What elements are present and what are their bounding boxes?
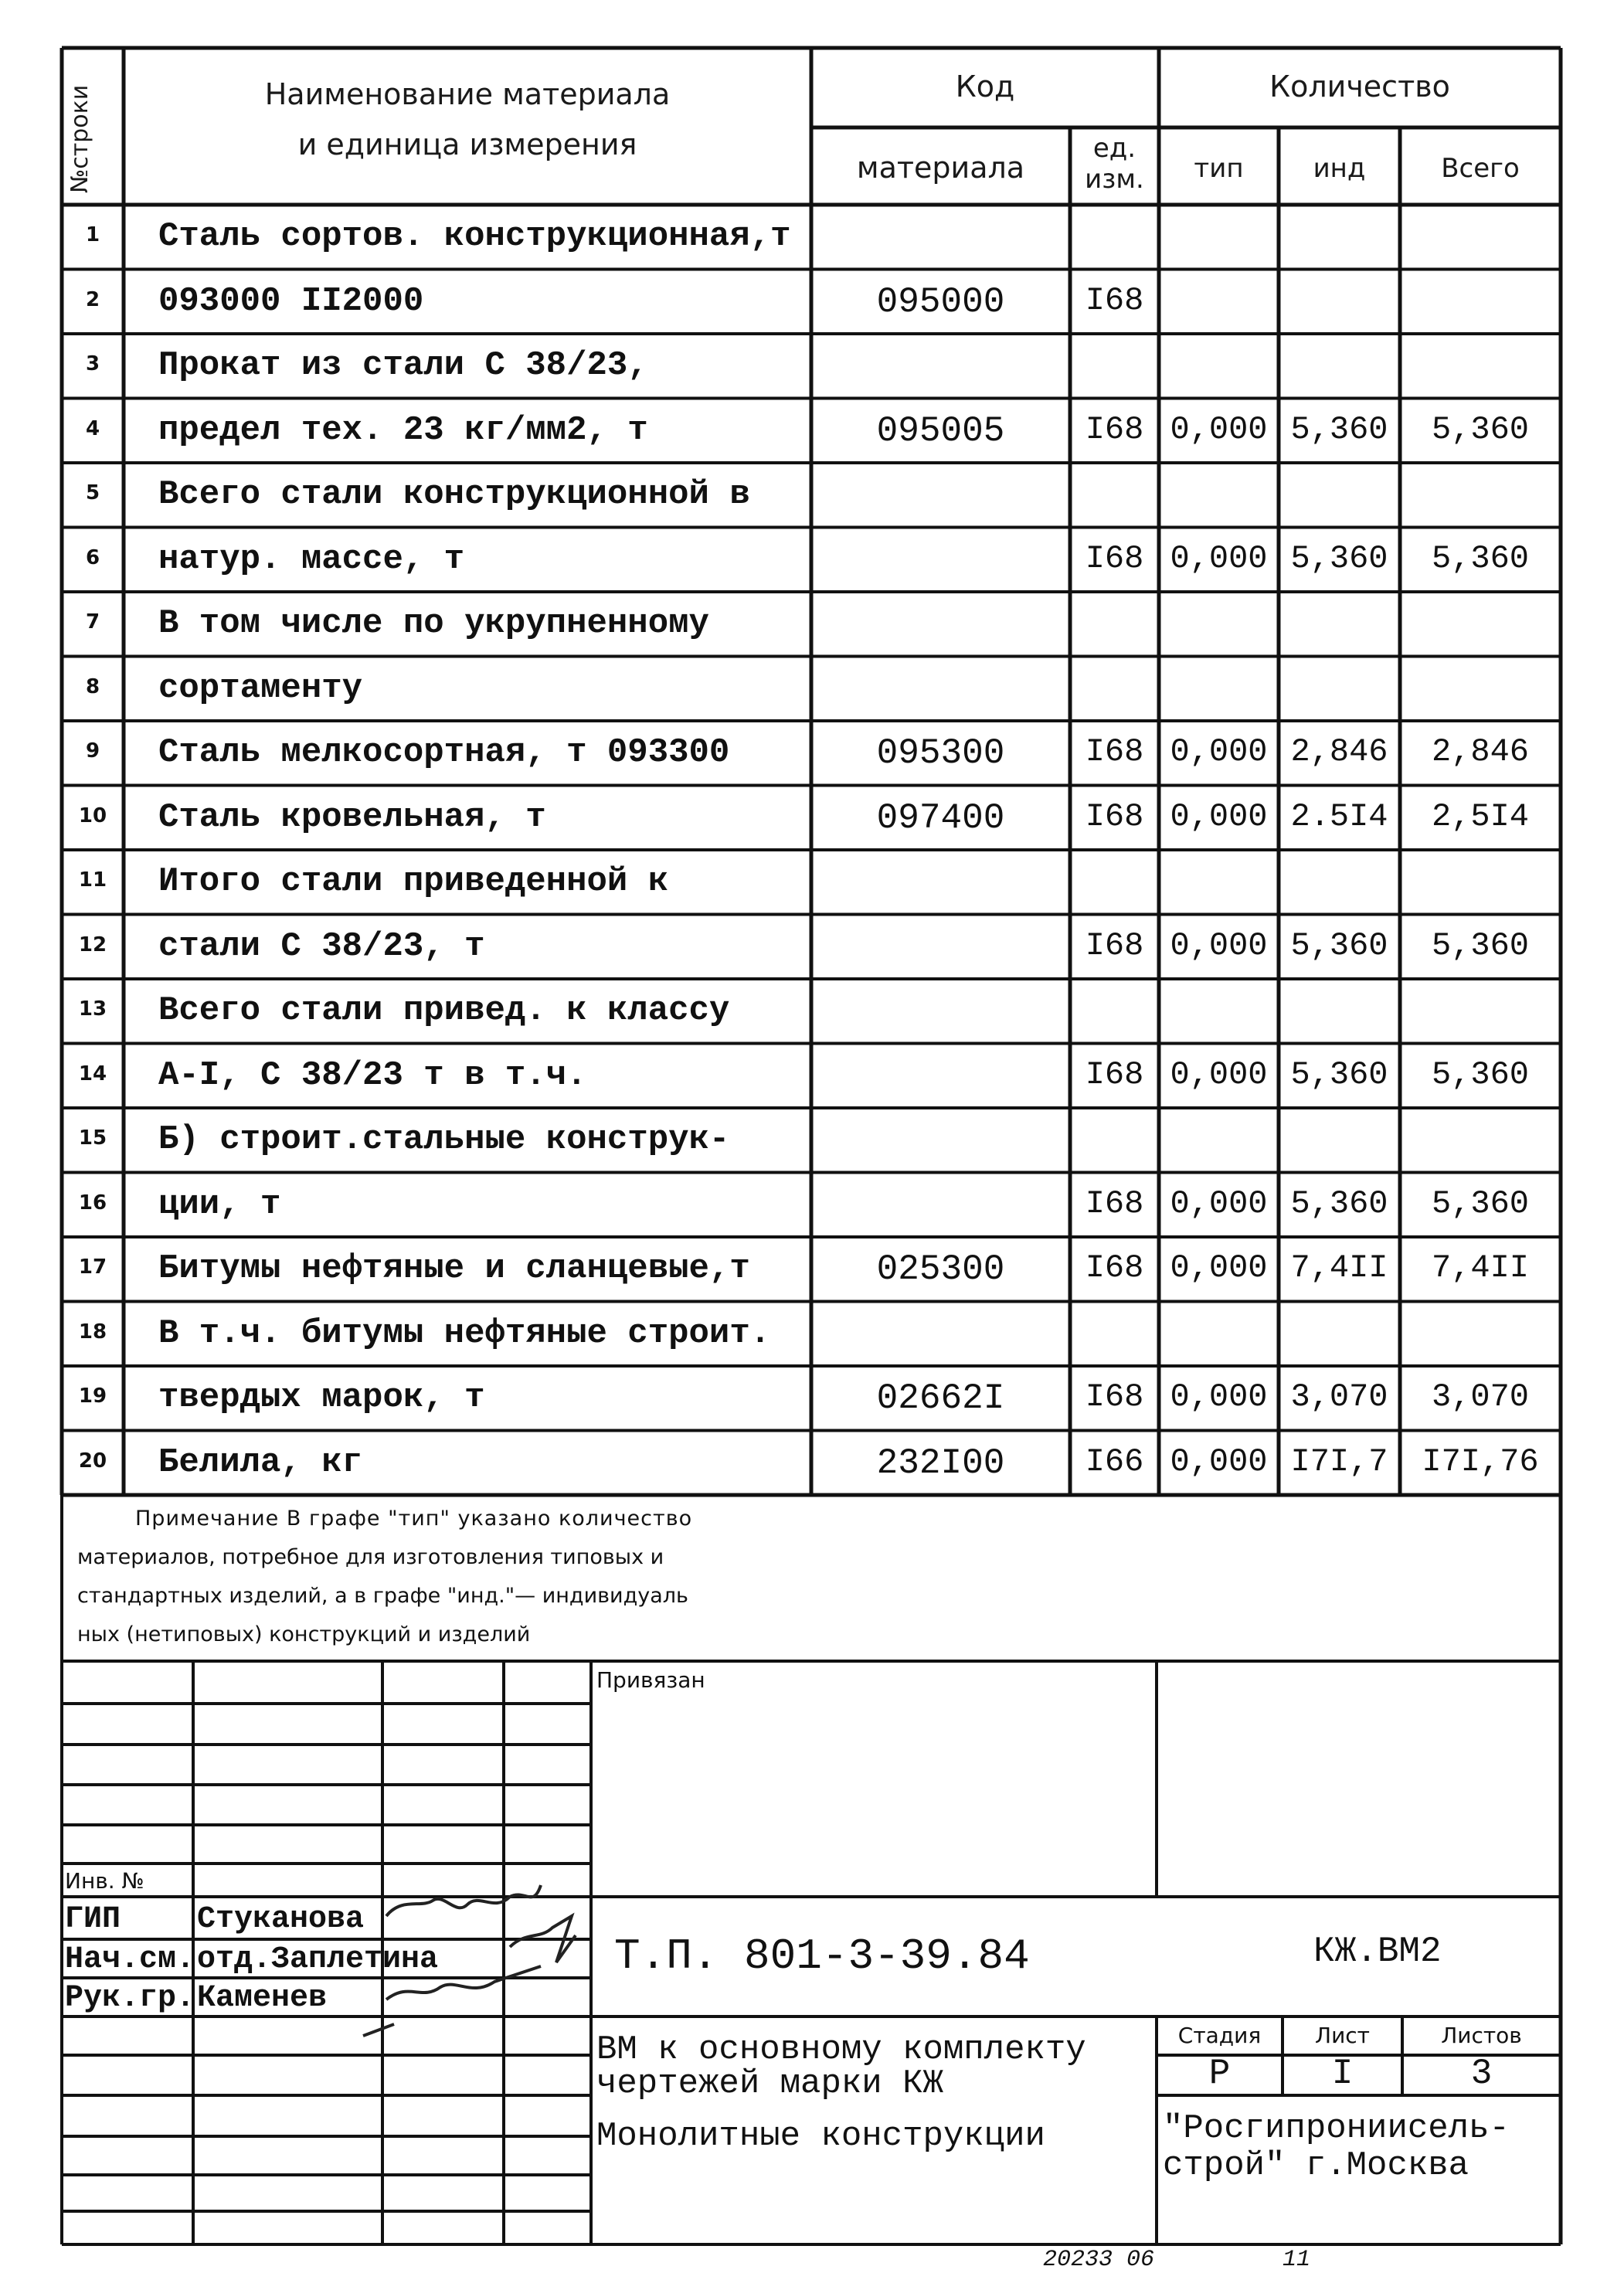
archive-number: 20233 06 <box>1043 2247 1155 2273</box>
row-number: 6 <box>85 545 100 569</box>
privyazan-label: Привязан <box>596 1667 705 1693</box>
sheets-value: 3 <box>1470 2054 1493 2094</box>
cell-ind: 2,846 <box>1290 733 1388 770</box>
cell-tip: 0,000 <box>1170 1442 1268 1480</box>
row-number: 1 <box>85 223 100 246</box>
cell-name: Сталь кровельная, т <box>158 797 546 837</box>
cell-name: сортаменту <box>158 668 363 708</box>
cell-code: 02662I <box>876 1378 1005 1419</box>
cell-total: 3,070 <box>1431 1378 1530 1415</box>
note-line1: Примечание В графе "тип" указано количество <box>135 1507 693 1531</box>
cell-name: Белила, кг <box>158 1442 363 1482</box>
row-number: 2 <box>85 287 100 311</box>
stage-value: Р <box>1208 2054 1231 2094</box>
organization-line1: "Росгипрониисель- <box>1163 2109 1510 2148</box>
header-quantity: Количество <box>1269 70 1450 104</box>
cell-ind: 5,360 <box>1290 926 1388 964</box>
cell-code: 232I00 <box>876 1442 1005 1483</box>
inventory-number-label: Инв. № <box>65 1868 144 1894</box>
row-number: 20 <box>78 1449 107 1473</box>
cell-name: Сталь мелкосортная, т 093300 <box>158 733 730 772</box>
cell-name: твердых марок, т <box>158 1378 485 1417</box>
cell-total: 5,360 <box>1431 539 1530 577</box>
name-gip: Стуканова <box>197 1902 365 1937</box>
row-number: 7 <box>85 610 100 634</box>
row-number: 10 <box>78 804 107 827</box>
cell-ind: 2.5I4 <box>1290 797 1388 835</box>
cell-name: А-I, С 38/23 т в т.ч. <box>158 1055 587 1095</box>
cell-tip: 0,000 <box>1170 1378 1268 1415</box>
cell-name: ции, т <box>158 1184 281 1224</box>
cell-total: I7I,76 <box>1422 1442 1539 1480</box>
cell-unit: I68 <box>1085 1184 1144 1222</box>
cell-total: 5,360 <box>1431 1184 1530 1222</box>
cell-name: Сталь сортов. конструкционная,т <box>158 217 791 256</box>
row-number: 18 <box>78 1320 107 1344</box>
name-nach-sm: отд.Заплетина <box>197 1942 439 1977</box>
cell-code: 097400 <box>876 797 1005 838</box>
header-row-number: №строки <box>66 84 93 193</box>
cell-unit: I68 <box>1085 1378 1144 1415</box>
cell-name: предел тех. 23 кг/мм2, т <box>158 410 648 450</box>
cell-unit: I68 <box>1085 410 1144 448</box>
cell-code: 025300 <box>876 1249 1005 1289</box>
title-line1: ВМ к основному комплекту <box>596 2030 1086 2069</box>
row-number: 17 <box>78 1255 107 1279</box>
cell-unit: I68 <box>1085 281 1144 319</box>
cell-name: 093000 II2000 <box>158 281 424 321</box>
header-qty-ind: инд <box>1313 153 1366 184</box>
name-ruk-gr: Каменев <box>197 1981 328 2016</box>
row-number: 3 <box>85 352 100 375</box>
cell-name: натур. массе, т <box>158 539 465 579</box>
cell-ind: 5,360 <box>1290 539 1388 577</box>
cell-unit: I66 <box>1085 1442 1144 1480</box>
row-number: 8 <box>85 674 100 698</box>
cell-ind: 5,360 <box>1290 1055 1388 1093</box>
note-line3: стандартных изделий, а в графе "инд."— индивидуаль <box>77 1584 688 1608</box>
header-code: Код <box>955 70 1015 104</box>
cell-name: Битумы нефтяные и сланцевые,т <box>158 1249 750 1288</box>
title-line2: чертежей марки КЖ <box>596 2064 943 2103</box>
cell-name: В том числе по укрупненному <box>158 604 709 643</box>
cell-unit: I68 <box>1085 733 1144 770</box>
row-number: 13 <box>78 997 107 1021</box>
header-unit-line1: ед. <box>1092 133 1136 164</box>
row-number: 15 <box>78 1126 107 1150</box>
cell-total: 7,4II <box>1431 1249 1530 1286</box>
header-qty-total: Всего <box>1441 153 1520 184</box>
cell-tip: 0,000 <box>1170 539 1268 577</box>
cell-unit: I68 <box>1085 1249 1144 1286</box>
header-name-line1: Наименование материала <box>264 77 671 111</box>
sheet-label: Лист <box>1315 2023 1370 2048</box>
header-code-material: материала <box>856 151 1025 185</box>
title-line3: Монолитные конструкции <box>596 2117 1045 2156</box>
drawing-mark: КЖ.ВМ2 <box>1313 1932 1442 1972</box>
cell-ind: I7I,7 <box>1290 1442 1388 1480</box>
cell-name: Итого стали приведенной к <box>158 862 669 901</box>
cell-total: 2,846 <box>1431 733 1530 770</box>
cell-name: В т.ч. битумы нефтяные строит. <box>158 1313 771 1353</box>
cell-unit: I68 <box>1085 926 1144 964</box>
row-number: 4 <box>85 416 100 440</box>
cell-ind: 5,360 <box>1290 1184 1388 1222</box>
cell-ind: 5,360 <box>1290 410 1388 448</box>
cell-tip: 0,000 <box>1170 1249 1268 1286</box>
cell-name: Всего стали привед. к классу <box>158 991 730 1030</box>
cell-code: 095005 <box>876 410 1005 451</box>
cell-unit: I68 <box>1085 1055 1144 1093</box>
row-number: 5 <box>85 481 100 505</box>
role-nach-sm: Нач.см. <box>65 1942 195 1977</box>
cell-tip: 0,000 <box>1170 410 1268 448</box>
sheet-value: I <box>1331 2054 1354 2094</box>
stage-label: Стадия <box>1177 2023 1262 2048</box>
cell-tip: 0,000 <box>1170 926 1268 964</box>
row-number: 9 <box>85 739 100 763</box>
cell-tip: 0,000 <box>1170 733 1268 770</box>
cell-tip: 0,000 <box>1170 1055 1268 1093</box>
cell-total: 5,360 <box>1431 410 1530 448</box>
organization-line2: строй" г.Москва <box>1163 2146 1469 2185</box>
row-number: 14 <box>78 1062 107 1086</box>
sheets-label: Листов <box>1441 2023 1522 2048</box>
role-ruk-gr: Рук.гр. <box>65 1981 195 2016</box>
row-number: 16 <box>78 1191 107 1215</box>
row-number: 11 <box>78 868 107 892</box>
cell-code: 095300 <box>876 733 1005 773</box>
cell-ind: 7,4II <box>1290 1249 1388 1286</box>
cell-unit: I68 <box>1085 797 1144 835</box>
cell-unit: I68 <box>1085 539 1144 577</box>
header-unit-line2: изм. <box>1085 164 1144 195</box>
role-gip: ГИП <box>65 1902 121 1937</box>
cell-name: стали С 38/23, т <box>158 926 485 966</box>
cell-name: Б) строит.стальные конструк- <box>158 1120 730 1159</box>
cell-name: Всего стали конструкционной в <box>158 475 750 514</box>
cell-total: 5,360 <box>1431 926 1530 964</box>
cell-total: 2,5I4 <box>1431 797 1530 835</box>
cell-name: Прокат из стали С 38/23, <box>158 346 648 385</box>
note-line4: ных (нетиповых) конструкций и изделий <box>77 1622 531 1646</box>
archive-page: 11 <box>1283 2247 1311 2273</box>
cell-tip: 0,000 <box>1170 1184 1268 1222</box>
cell-code: 095000 <box>876 281 1005 322</box>
row-number: 12 <box>78 933 107 956</box>
cell-tip: 0,000 <box>1170 797 1268 835</box>
document-code: Т.П. 801-3-39.84 <box>614 1932 1030 1981</box>
row-number: 19 <box>78 1385 107 1408</box>
header-name-line2: и единица измерения <box>297 127 637 161</box>
cell-ind: 3,070 <box>1290 1378 1388 1415</box>
header-qty-type: тип <box>1194 153 1244 184</box>
note-line2: материалов, потребное для изготовления типовых и <box>77 1545 664 1569</box>
cell-total: 5,360 <box>1431 1055 1530 1093</box>
